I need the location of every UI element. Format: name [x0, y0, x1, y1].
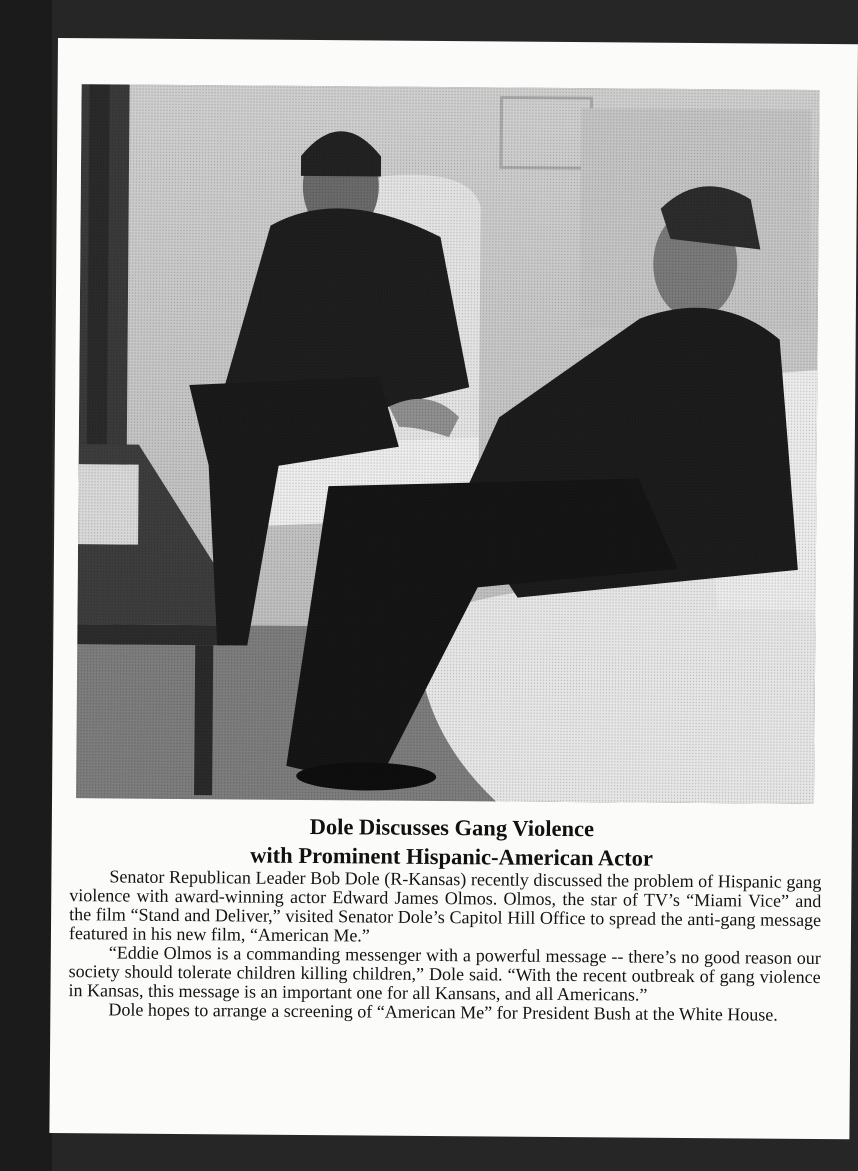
article-paragraph: Dole hopes to arrange a screening of “American Me” for President Bush at the White House. [108, 999, 778, 1025]
article-paragraph: Senator Republican Leader Bob Dole (R-Kansas) recently discussed the problem of Hispanic gang violence with award-winning actor Edward James Olmos. Olmos, the star of TV’s “Miami Vice” and the film “Stand and Deliver,” visited Senator Dole’s Capitol Hill Office to spread the anti-gang message featured in his new film, “American Me.” [68, 866, 822, 946]
photo-illustration [76, 84, 820, 804]
article-body [68, 867, 821, 1025]
headline-line-2: with Prominent Hispanic-American Actor [250, 842, 654, 871]
article-paragraph: “Eddie Olmos is a commanding messenger with a powerful message -- there’s no good reason our society should tolerate children killing children,” Dole said. “With the recent outbreak of gang violence in Kansas, this message is an important one for all Kansans, and all Americans.” [68, 942, 821, 1005]
scan-background [0, 0, 52, 1171]
press-release-page [49, 38, 858, 1139]
headline-line-1: Dole Discusses Gang Violence [309, 814, 595, 842]
news-photo [76, 84, 820, 804]
